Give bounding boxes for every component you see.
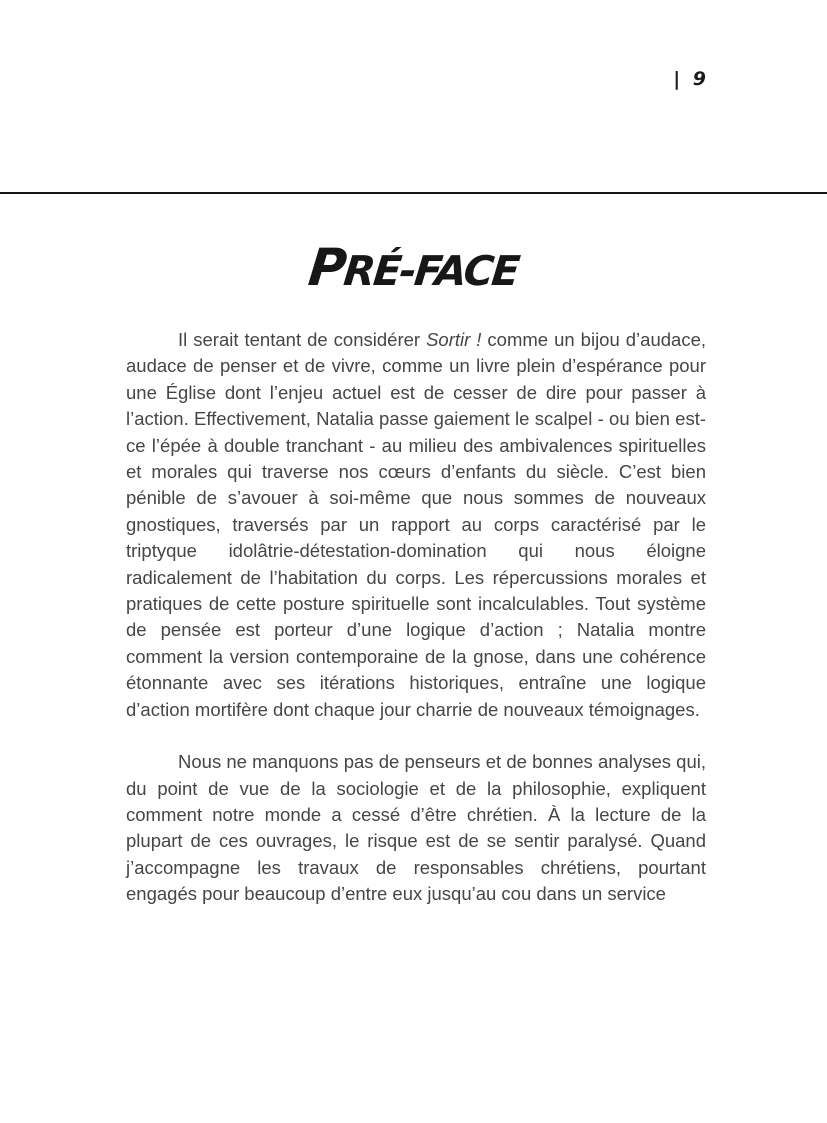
preface-paragraph-2: Nous ne manquons pas de penseurs et de bonnes analyses qui, du point de vue de la sociologie et de la philosophie, expliquent comment notre monde a cessé d’être chrétien. À la lecture de la plupart de ces ouvrages, le risque est de se sentir paralysé. Quand j’accompagne les travaux de responsables chrétiens, pourtant engagés pour beaucoup d’entre eux jusqu’au cou dans un service (126, 751, 706, 905)
header-divider-rule (0, 192, 827, 194)
paragraph-1-text-after-book-title: comme un bijou d’audace, audace de penser et de vivre, comme un livre plein d’espérance pour une Église dont l’enjeu actuel est de cesser de dire pour passer à l’action. Effectivement, Natalia passe gaiement le scalpel - ou bien est-ce l’épée à double tranchant - au milieu des ambivalences spirituelles et morales qui traverse nos cœurs d’enfants du siècle. C’est bien pénible de s’avouer à soi-même que nous sommes de nouveaux gnostiques, traversés par un rapport au corps caractérisé par le triptyque idolâtrie-détestation-domination qui nous éloigne radicalement de l’habitation du corps. Les répercussions morales et pratiques de cette posture spirituelle sont incalculables. Tout système de pensée est porteur d’une logique d’action ; Natalia montre comment la version contemporaine de la gnose, dans une cohérence étonnante avec ses itérations historiques, entraîne une logique d’action mortifère dont chaque jour charrie de nouveaux témoignages. (126, 329, 707, 720)
preface-title: PRÉ-FACE (305, 238, 521, 298)
book-title-italic: Sortir ! (426, 329, 482, 350)
preface-paragraph-1 (126, 327, 706, 723)
preface-body (126, 327, 706, 934)
page-number: | 9 (673, 68, 709, 90)
paragraph-1-text-before-book-title: Il serait tentant de considérer (178, 329, 427, 350)
